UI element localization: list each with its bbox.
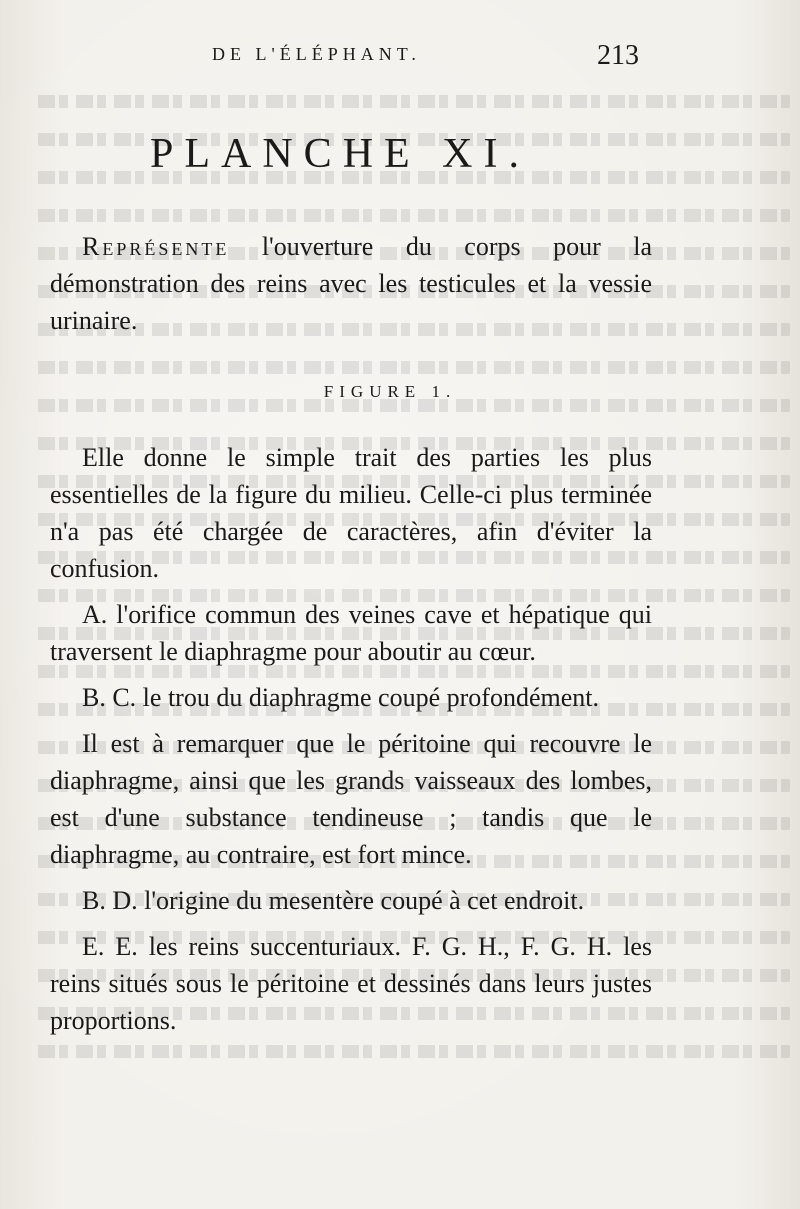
plate-title: PLANCHE XI. bbox=[150, 131, 530, 177]
intro-text: l'ouverture du corps pour la démonstration des reins avec les testicules et la vessie urinaire. bbox=[50, 232, 652, 335]
paragraph: Elle donne le simple trait des parties les plus essentielles de la figure du milieu. Celle-ci plus terminée n'a pas été chargée de caractères, afin d'éviter la confusion. bbox=[50, 443, 652, 583]
paragraph: A. l'orifice commun des veines cave et hépatique qui traversent le diaphragme pour aboutir au cœur. bbox=[50, 600, 652, 666]
running-head: DE L'ÉLÉPHANT. bbox=[212, 44, 421, 64]
page-header bbox=[0, 40, 800, 80]
page-number: 213 bbox=[597, 40, 639, 71]
paragraph: E. E. les reins succenturiaux. F. G. H., F. G. H. les reins situés sous le péritoine et dessinés dans leurs justes proportions. bbox=[50, 932, 652, 1035]
figure-body bbox=[50, 439, 652, 1048]
paragraph: B. D. l'origine du mesentère coupé à cet endroit. bbox=[82, 886, 585, 915]
intro-paragraph bbox=[50, 228, 652, 339]
paragraph: B. C. le trou du diaphragme coupé profondément. bbox=[82, 683, 599, 712]
intro-lead-word: Représente bbox=[82, 232, 230, 261]
figure-heading: FIGURE 1. bbox=[323, 382, 457, 401]
paragraph: Il est à remarquer que le péritoine qui recouvre le diaphragme, ainsi que les grands vaisseaux des lombes, est d'une substance tendineuse ; tandis que le diaphragme, au contraire, est fort mince. bbox=[50, 729, 652, 869]
